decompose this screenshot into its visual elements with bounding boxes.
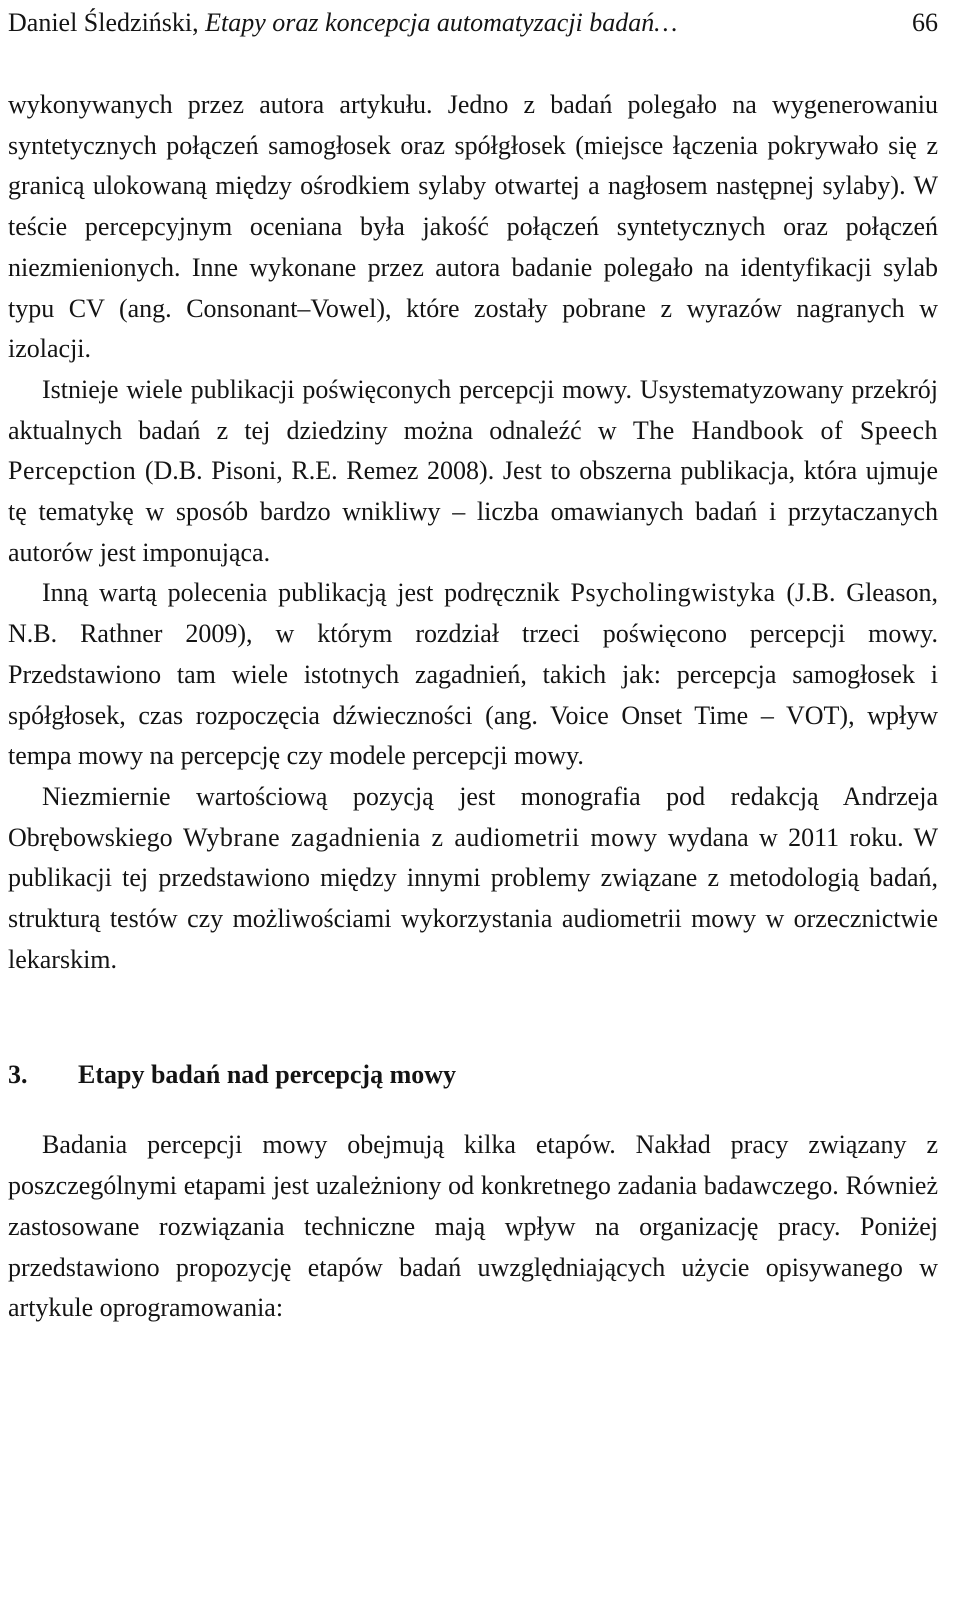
paragraph-2 [8,370,938,574]
section-title: Etapy badań nad percepcją mowy [78,1060,457,1090]
paragraph-4 [8,777,938,981]
paragraph-4-text-a: Niezmiernie wartościową pozycją jest monografia pod redakcją Andrzeja Obrębowskiego [8,781,938,852]
section-heading [8,1055,938,1095]
paragraph-3 [8,573,938,777]
paragraph-2-text-b: (D.B. Pisoni, R.E. Remez 2008). Jest to obszerna publikacja, która ujmuje tę tematykę w sposób bardzo wnikliwy – liczba omawianych badań i przytaczanych autorów jest imponująca. [8,456,938,567]
book-title-psycholingwistyka: Psycholingwistyka [570,578,776,608]
body-text [8,85,938,1329]
section-number: 3. [8,1060,28,1090]
paragraph-3-text-b: (J.B. Gleason, N.B. Rathner 2009), w którym rozdział trzeci poświęcono percepcji mowy. Przedstawiono tam wiele istotnych zagadnień, takich jak: percepcja samogłosek i spółgłosek, czas rozpoczęcia dźwieczności (ang. Voice Onset Time – VOT), wpływ tempa mowy na percepcję czy modele percepcji mowy. [8,578,938,771]
header-title: Etapy oraz koncepcja automatyzacji badań… [205,8,678,37]
book-title-audiometria: Wybrane zagadnienia z audiometrii mowy [182,822,658,852]
paragraph-2-text-a: Istnieje wiele publikacji poświęconych percepcji mowy. Usystematyzowany przekrój aktualnych badań z tej dziedziny można odnaleźć w [8,374,938,445]
paragraph-3-text-a: Inną wartą polecenia publikacją jest podręcznik [42,578,571,608]
paragraph-5: Badania percepcji mowy obejmują kilka etapów. Nakład pracy związany z poszczególnymi etapami jest uzależniony od konkretnego zadania badawczego. Również zastosowane rozwiązania techniczne mają wpływ na organizację pracy. Poniżej przedstawiono propozycję etapów badań uwzględniających użycie opisywanego w artykule oprogramowania: [8,1130,938,1323]
page-number: 66 [912,8,938,37]
running-header [8,4,938,42]
paragraph-4-text-b: wydana w 2011 roku. W publikacji tej przedstawiono między innymi problemy związane z metodologią badań, strukturą testów czy możliwościami wykorzystania audiometrii mowy w orzecznictwie lekarskim. [8,822,938,974]
header-author: Daniel Śledziński, [8,8,206,37]
paragraph-1: wykonywanych przez autora artykułu. Jedno z badań polegało na wygenerowaniu syntetycznych połączeń samogłosek oraz spółgłosek (miejsce łączenia pokrywało się z granicą ulokowaną między ośrodkiem sylaby otwartej a nagłosem następnej sylaby). W teście percepcyjnym oceniana była jakość połączeń syntetycznych oraz połączeń niezmienionych. Inne wykonane przez autora badanie polegało na identyfikacji sylab typu CV (ang. Consonant–Vowel), które zostały pobrane z wyrazów nagranych w izolacji. [8,90,938,364]
book-title-handbook: The Handbook of Speech Percepction [8,415,938,486]
